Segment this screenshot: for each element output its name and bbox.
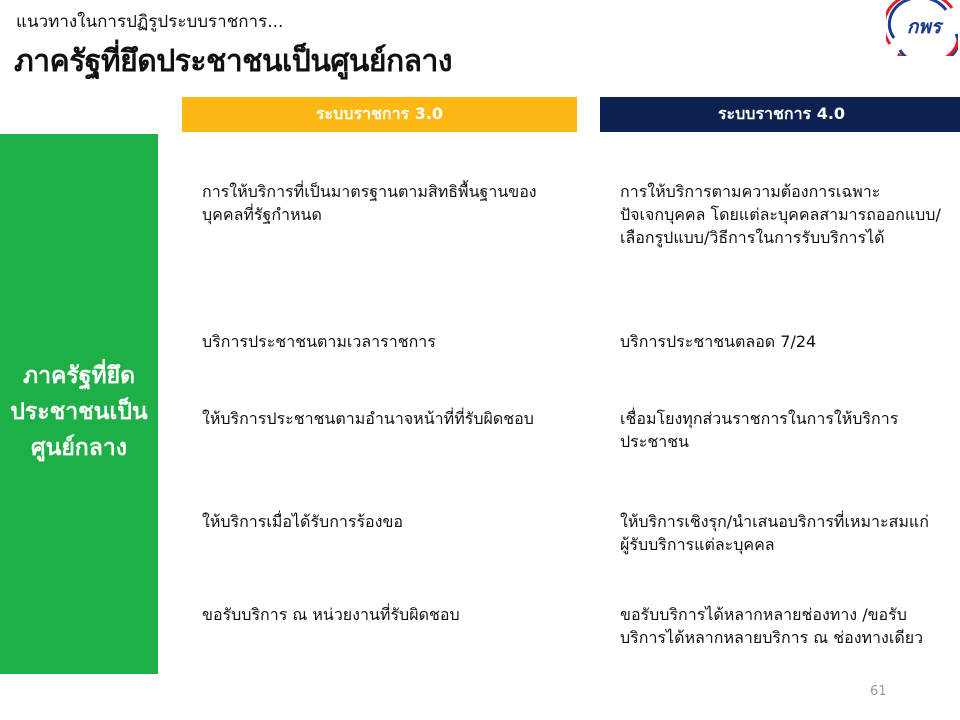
row-5-left: ขอรับบริการ ณ หน่วยงานที่รับผิดชอบ — [202, 605, 460, 624]
header-system-4-0: ระบบราชการ 4.0 — [600, 97, 960, 132]
row-2-right: บริการประชาชนตลอด 7/24 — [620, 332, 817, 351]
row-3-right: เชื่อมโยงทุกส่วนราชการในการให้บริการประชาชน — [620, 409, 899, 451]
logo-text: กพร — [906, 17, 942, 38]
row-1-left: การให้บริการที่เป็นมาตรฐานตามสิทธิพื้นฐานของบุคคลที่รัฐกำหนด — [202, 182, 537, 224]
row-4-left: ให้บริการเมื่อได้รับการร้องขอ — [202, 512, 404, 531]
side-label-text: ภาครัฐที่ยึด ประชาชนเป็น ศูนย์กลาง — [10, 363, 148, 461]
side-label-panel — [0, 134, 158, 674]
opdc-logo-icon — [886, 0, 958, 56]
row-3-left: ให้บริการประชาชนตามอำนาจหน้าที่ที่รับผิดชอบ — [202, 409, 534, 428]
header-system-3-0: ระบบราชการ 3.0 — [182, 97, 577, 132]
row-2-left: บริการประชาชนตามเวลาราชการ — [202, 332, 436, 351]
row-1-right: การให้บริการตามความต้องการเฉพาะปัจเจกบุคคล โดยแต่ละบุคคลสามารถออกแบบ/เลือกรูปแบบ/วิธีการในการรับบริการได้ — [620, 182, 941, 247]
slide-title: ภาครัฐที่ยึดประชาชนเป็นศูนย์กลาง — [14, 44, 453, 79]
slide-subtitle: แนวทางในการปฏิรูประบบราชการ... — [16, 12, 284, 32]
page-number: 61 — [870, 684, 887, 699]
row-4-right: ให้บริการเชิงรุก/นำเสนอบริการที่เหมาะสมแก่ผู้รับบริการแต่ละบุคคล — [620, 512, 929, 554]
row-5-right: ขอรับบริการได้หลากหลายช่องทาง /ขอรับบริการได้หลากหลายบริการ ณ ช่องทางเดียว — [620, 605, 924, 647]
